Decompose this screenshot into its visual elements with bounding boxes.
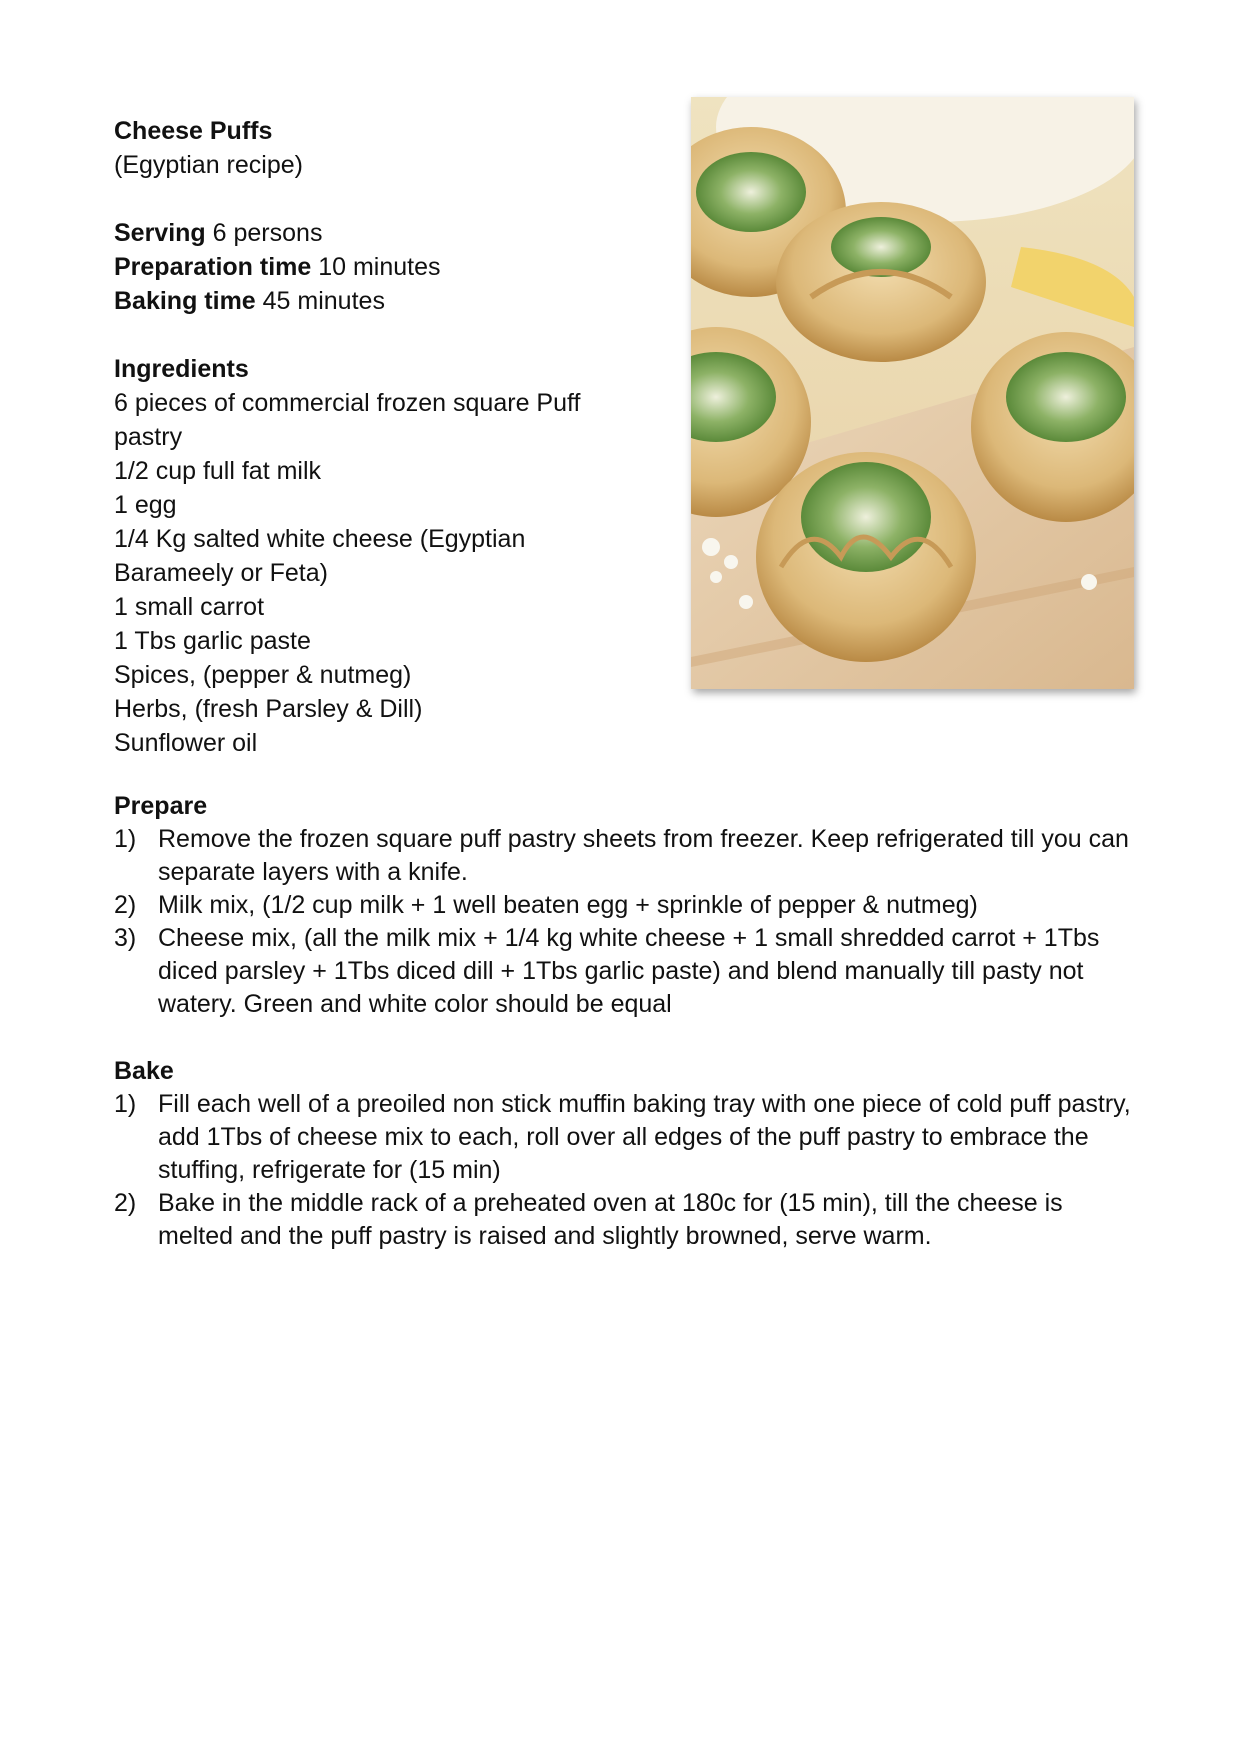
meta-baking-time	[114, 284, 674, 318]
step-text: Bake in the middle rack of a preheated oven at 180c for (15 min), till the cheese is melted and the puff pastry is raised and slightly browned, serve warm.	[158, 1189, 1063, 1250]
bake-step	[114, 1088, 1134, 1187]
bake-heading: Bake	[114, 1057, 174, 1085]
meta-value: 6 persons	[205, 219, 323, 247]
prepare-steps	[114, 823, 1134, 1021]
bake-step	[114, 1187, 1134, 1253]
ingredient-item: 1 egg	[114, 491, 177, 519]
step-number: 1)	[114, 1090, 137, 1118]
step-text: Fill each well of a preoiled non stick muffin baking tray with one piece of cold puff pastry, add 1Tbs of cheese mix to each, roll over all edges of the puff pastry to embrace the stuffing, refrigerate for (15 min)	[158, 1090, 1131, 1184]
prepare-heading: Prepare	[114, 792, 208, 820]
step-number: 1)	[114, 825, 137, 853]
recipe-subtitle: (Egyptian recipe)	[114, 151, 303, 179]
step-text: Cheese mix, (all the milk mix + 1/4 kg white cheese + 1 small shredded carrot + 1Tbs diced parsley + 1Tbs diced dill + 1Tbs garlic paste) and blend manually till pasty not watery. Green and white color should be equal	[158, 924, 1100, 1018]
step-number: 2)	[114, 1189, 137, 1217]
ingredients-heading: Ingredients	[114, 355, 249, 383]
ingredient-item: Sunflower oil	[114, 729, 258, 757]
ingredient-item: 1/2 cup full fat milk	[114, 457, 322, 485]
step-text: Remove the frozen square puff pastry sheets from freezer. Keep refrigerated till you can separate layers with a knife.	[158, 825, 1129, 886]
meta-value: 45 minutes	[255, 287, 385, 315]
bake-steps	[114, 1088, 1134, 1253]
meta-value: 10 minutes	[311, 253, 441, 281]
recipe-header-column	[114, 114, 674, 760]
prepare-step	[114, 922, 1134, 1021]
recipe-title: Cheese Puffs	[114, 117, 273, 145]
ingredient-item: Herbs, (fresh Parsley & Dill)	[114, 695, 423, 723]
meta-label: Preparation time	[114, 253, 312, 281]
step-number: 3)	[114, 924, 137, 952]
cheese-puffs-photo	[691, 97, 1134, 689]
ingredient-item: 1/4 Kg salted white cheese (Egyptian Barameely or Feta)	[114, 525, 526, 587]
step-text: Milk mix, (1/2 cup milk + 1 well beaten egg + sprinkle of pepper & nutmeg)	[158, 891, 978, 919]
meta-label: Serving	[114, 219, 206, 247]
instructions	[114, 790, 1134, 1253]
step-number: 2)	[114, 891, 137, 919]
ingredient-item: 6 pieces of commercial frozen square Puff pastry	[114, 389, 581, 451]
meta-label: Baking time	[114, 287, 256, 315]
meta-preparation-time	[114, 250, 674, 284]
meta-serving	[114, 216, 674, 250]
ingredient-item: Spices, (pepper & nutmeg)	[114, 661, 412, 689]
prepare-step	[114, 823, 1134, 889]
ingredients-list	[114, 386, 674, 760]
prepare-step	[114, 889, 1134, 922]
ingredient-item: 1 small carrot	[114, 593, 265, 621]
ingredient-item: 1 Tbs garlic paste	[114, 627, 311, 655]
